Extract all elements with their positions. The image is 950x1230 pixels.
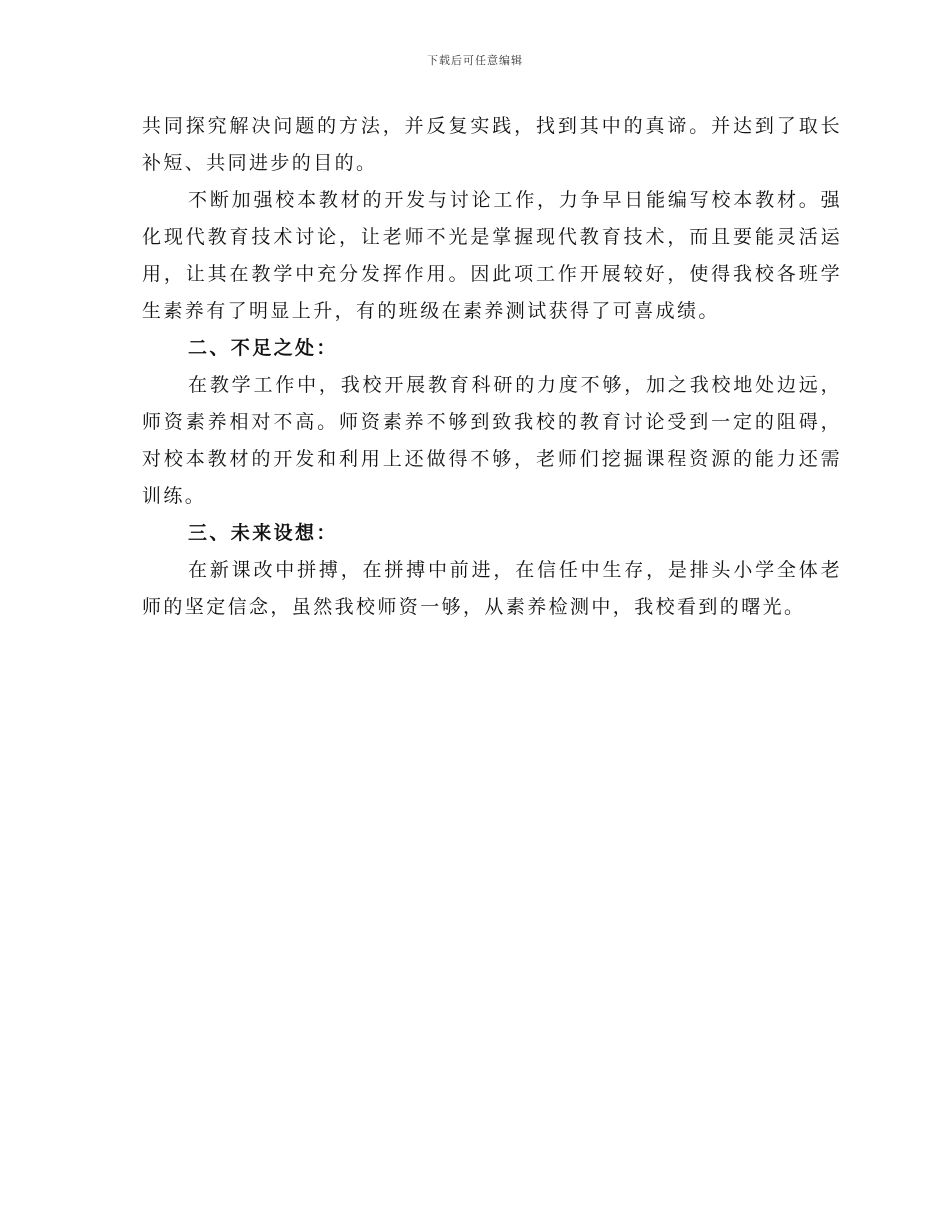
page-header: 下载后可任意编辑 [427,54,523,67]
shortcomings-paragraph: 在教学工作中，我校开展教育科研的力度不够，加之我校地处边远，师资素养相对不高。师资素养不够到致我校的教育讨论受到一定的阻碍，对校本教材的开发和利用上还做得不够，老师们挖掘课程资源的能力还需训练。 [142,374,842,507]
continuation-paragraph: 共同探究解决问题的方法，并反复实践，找到其中的真谛。并达到了取长补短、共同进步的目的。 [142,115,842,174]
future-paragraph: 在新课改中拼搏，在拼搏中前进，在信任中生存，是排头小学全体老师的坚定信念，虽然我校师资一够，从素养检测中，我校看到的曙光。 [142,559,842,618]
teaching-material-paragraph: 不断加强校本教材的开发与讨论工作，力争早日能编写校本教材。强化现代教育技术讨论，让老师不光是掌握现代教育技术，而且要能灵活运用，让其在教学中充分发挥作用。因此项工作开展较好，使得我校各班学生素养有了明显上升，有的班级在素养测试获得了可喜成绩。 [142,189,842,322]
future-heading: 三、未来设想： [188,522,338,544]
shortcomings-heading: 二、不足之处： [188,337,338,359]
document-body [142,108,842,626]
